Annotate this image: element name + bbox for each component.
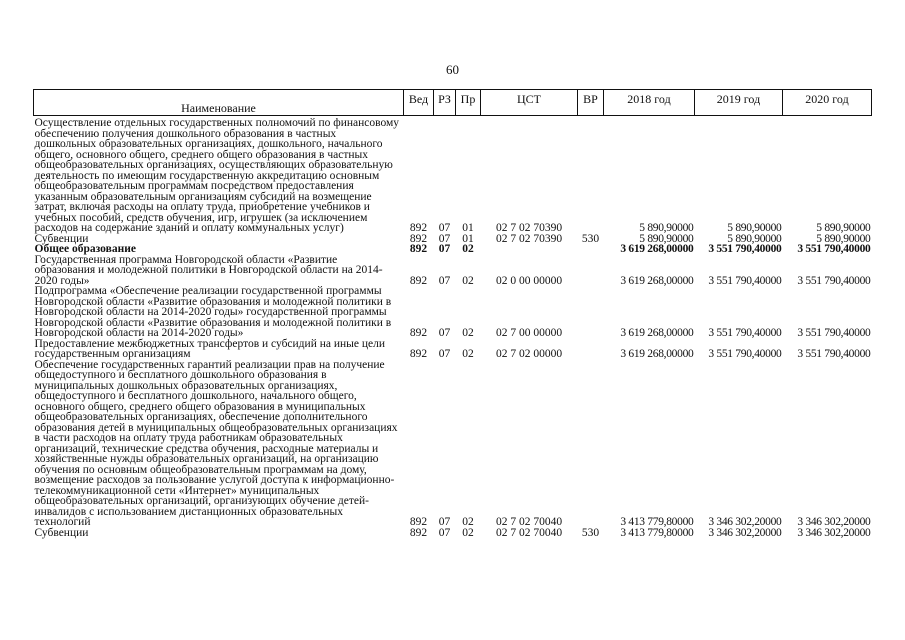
header-rz: РЗ bbox=[434, 90, 456, 116]
row-pr: 02 bbox=[462, 526, 474, 539]
row-2019: 3 551 790,40000 bbox=[708, 243, 782, 255]
header-2018: 2018 год bbox=[604, 90, 695, 116]
row-2018: 5 890,90000 bbox=[639, 222, 694, 234]
row-ved: 892 bbox=[409, 274, 428, 287]
row-2019: 5 890,90000 bbox=[727, 232, 782, 245]
header-2020: 2020 год bbox=[783, 90, 872, 116]
row-2020: 3 551 790,40000 bbox=[797, 348, 871, 360]
row-2020: 3 551 790,40000 bbox=[797, 327, 871, 339]
row-name: Обеспечение государственных гарантий реализации прав на получение общедоступного и бесплатного дошкольного образования в муниципальных дошкольных образовательных организациях, общедоступного и бесплатного дошкольного, начального общего, основного общего, среднего общего образования в муниципальных общеобразовательных организациях, обеспечение дополнительного образования детей в муниципальных общеобразовательных организациях в части расходов на оплату труда работникам образовательных организаций, технические средства обучения, расходные материалы и хозяйственные нужды образовательных организаций, на организацию обучения по основным общеобразовательным программам на дому, возмещение расходов за пользование услугой доступа к информационно-телекоммуникационной сети «Интернет» муниципальных общеобразовательных организаций, организующих обучение детей-инвалидов с использованием дистанционных образовательных технологий bbox=[34, 358, 398, 528]
row-2018: 5 890,90000 bbox=[639, 232, 694, 245]
row-2018: 3 413 779,80000 bbox=[620, 526, 694, 539]
row-rz: 07 bbox=[438, 222, 451, 234]
row-cst: 02 7 02 70390 bbox=[495, 232, 563, 245]
row-2018: 3 413 779,80000 bbox=[620, 516, 694, 528]
header-ved: Вед bbox=[404, 90, 434, 116]
row-2018: 3 619 268,00000 bbox=[620, 243, 694, 255]
row-name: Подпрограмма «Обеспечение реализации государственной программы Новгородской области «Развитие образования и молодежной политики в Новгородской области на 2014-2020 годы» государственной программы Новгородской области «Развитие образования и молодежной политики в Новгородской области на 2014-2020 годы» bbox=[34, 285, 392, 339]
row-ved: 892 bbox=[409, 526, 428, 539]
table-row bbox=[34, 116, 872, 234]
row-2020: 3 346 302,20000 bbox=[797, 516, 871, 528]
row-vr: 530 bbox=[581, 526, 600, 539]
row-rz: 07 bbox=[438, 526, 451, 539]
page-number: 60 bbox=[446, 62, 459, 77]
row-pr: 02 bbox=[462, 274, 474, 287]
row-2018: 3 619 268,00000 bbox=[620, 348, 694, 360]
row-pr: 01 bbox=[462, 232, 474, 245]
row-rz: 07 bbox=[438, 348, 451, 360]
row-2020: 5 890,90000 bbox=[816, 232, 871, 245]
row-rz: 07 bbox=[438, 243, 451, 255]
row-name: Государственная программа Новгородской области «Развитие образования и молодежной политики в Новгородской области на 2014-2020 годы» bbox=[34, 253, 383, 287]
row-2020: 5 890,90000 bbox=[816, 222, 871, 234]
table-header bbox=[34, 90, 872, 116]
row-ved: 892 bbox=[409, 222, 428, 234]
row-2019: 3 551 790,40000 bbox=[708, 327, 782, 339]
row-cst: 02 0 00 00000 bbox=[495, 274, 563, 287]
row-cst: 02 7 02 70040 bbox=[495, 516, 563, 528]
row-vr bbox=[578, 116, 604, 234]
row-vr bbox=[578, 360, 604, 528]
row-pr: 02 bbox=[462, 327, 474, 339]
row-2020: 3 551 790,40000 bbox=[797, 243, 871, 255]
row-ved: 892 bbox=[409, 516, 428, 528]
budget-table bbox=[33, 89, 872, 538]
row-cst: 02 7 02 70390 bbox=[495, 222, 563, 234]
row-name: Предоставление межбюджетных трансфертов и субсидий на иные цели государственным организациям bbox=[34, 337, 386, 360]
row-ved: 892 bbox=[409, 327, 428, 339]
row-2019: 5 890,90000 bbox=[727, 222, 782, 234]
table-row bbox=[34, 244, 872, 255]
table-row bbox=[34, 286, 872, 339]
row-cst: 02 7 02 70040 bbox=[495, 526, 563, 539]
table-row bbox=[34, 528, 872, 539]
row-pr: 02 bbox=[462, 243, 474, 255]
row-pr: 01 bbox=[462, 222, 474, 234]
row-pr: 02 bbox=[462, 516, 474, 528]
table-body bbox=[34, 116, 872, 539]
row-rz: 07 bbox=[438, 516, 451, 528]
row-rz: 07 bbox=[438, 232, 451, 245]
row-2020: 3 551 790,40000 bbox=[797, 274, 871, 287]
row-vr bbox=[578, 244, 604, 255]
header-vr: ВР bbox=[578, 90, 604, 116]
row-name: Субвенции bbox=[34, 526, 89, 539]
row-2019: 3 551 790,40000 bbox=[708, 348, 782, 360]
header-2019: 2019 год bbox=[695, 90, 783, 116]
row-2019: 3 551 790,40000 bbox=[708, 274, 782, 287]
row-rz: 07 bbox=[438, 327, 451, 339]
row-vr bbox=[578, 255, 604, 287]
row-2020: 3 346 302,20000 bbox=[797, 526, 871, 539]
table-row bbox=[34, 360, 872, 528]
row-2018: 3 619 268,00000 bbox=[620, 274, 694, 287]
row-ved: 892 bbox=[409, 232, 428, 245]
row-pr: 02 bbox=[462, 348, 474, 360]
row-2018: 3 619 268,00000 bbox=[620, 327, 694, 339]
row-name: Субвенции bbox=[34, 232, 89, 245]
row-name: Осуществление отдельных государственных полномочий по финансовому обеспечению получения дошкольного образования в частных дошкольных образовательных организациях, дошкольного, начального общего, основного общего, среднего общего образования в частных общеобразовательных организациях, осуществляющих образовательную деятельность по имеющим государственную аккредитацию основным общеобразовательным программам посредством предоставления указанным образовательным организациям субсидий на возмещение затрат, включая расходы на оплату труда, приобретение учебников и учебных пособий, средств обучения, игр, игрушек (за исключением расходов на содержание зданий и оплату коммунальных услуг) bbox=[34, 117, 400, 234]
row-name: Общее образование bbox=[34, 243, 136, 255]
row-ved: 892 bbox=[409, 348, 428, 360]
row-ved: 892 bbox=[409, 243, 428, 255]
row-vr bbox=[578, 286, 604, 339]
row-cst bbox=[481, 244, 578, 255]
table-row bbox=[34, 255, 872, 287]
header-pr: Пр bbox=[456, 90, 481, 116]
row-cst: 02 7 00 00000 bbox=[495, 327, 563, 339]
row-2019: 3 346 302,20000 bbox=[708, 526, 782, 539]
table-row bbox=[34, 339, 872, 360]
header-cst: ЦСТ bbox=[481, 90, 578, 116]
row-2019: 3 346 302,20000 bbox=[708, 516, 782, 528]
row-vr: 530 bbox=[581, 232, 600, 245]
row-rz: 07 bbox=[438, 274, 451, 287]
row-cst: 02 7 02 00000 bbox=[495, 348, 563, 360]
header-name: Наименование bbox=[34, 90, 404, 116]
row-vr bbox=[578, 339, 604, 360]
